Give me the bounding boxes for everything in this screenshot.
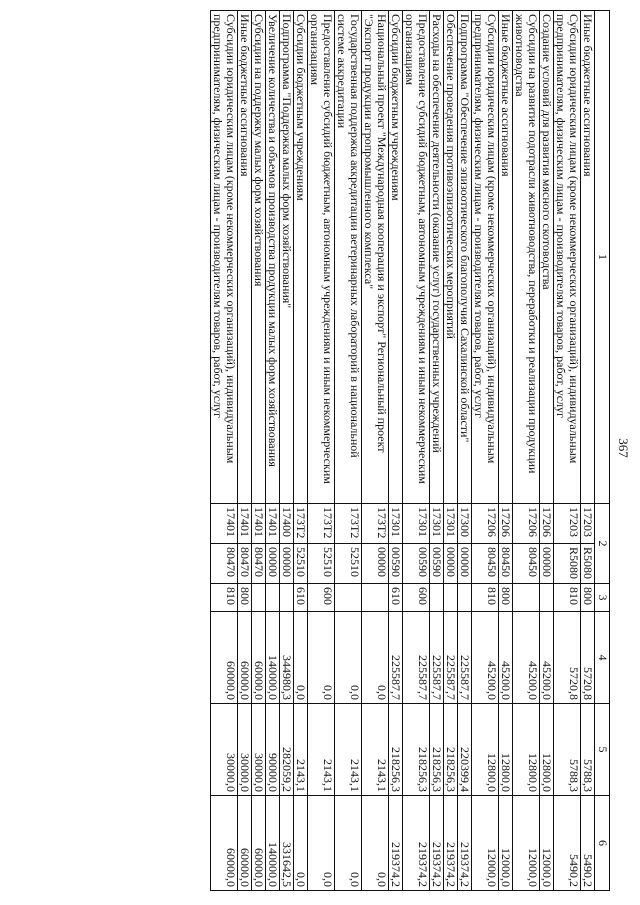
table-row [472,11,499,891]
header-row [595,11,610,891]
table-row [540,11,554,891]
row-direction-code-cell: 00000 [266,544,280,584]
row-expense-type-cell [266,584,280,612]
row-expense-type-cell [513,584,540,612]
row-csr-code-cell: 17203 [554,504,581,544]
row-direction-code-cell: 80470 [238,544,252,584]
row-csr-code-cell: 17206 [540,504,554,544]
row-direction-code-cell: 80450 [499,544,513,584]
row-expense-type-cell: 600 [308,584,335,612]
row-amount-col6-cell: 0,0 [308,796,335,891]
row-amount-col5-cell: 5788,3 [554,704,581,796]
row-direction-code-cell: 52510 [294,544,308,584]
row-expense-type-cell: 810 [472,584,499,612]
row-csr-code-cell: 173T2 [335,504,362,544]
row-amount-col5-cell: 12800,0 [540,704,554,796]
table-row [294,11,308,891]
row-amount-col4-cell: 225587,7 [444,612,458,704]
row-name-cell: Иные бюджетные ассигнования [499,11,513,504]
row-name-cell: Подпрограмма "Обеспечение эпизоотического благополучия Сахалинской области" [458,11,472,504]
row-amount-col4-cell: 0,0 [335,612,362,704]
row-amount-col4-cell: 45200,0 [513,612,540,704]
row-amount-col5-cell: 5788,3 [581,704,595,796]
row-amount-col6-cell: 219374,2 [444,796,458,891]
row-amount-col5-cell: 12800,0 [499,704,513,796]
row-name-cell: Создание условий для развития мясного скотоводства [540,11,554,504]
row-amount-col5-cell: 30000,0 [238,704,252,796]
table-row [335,11,362,891]
row-amount-col6-cell: 60000,0 [252,796,266,891]
row-expense-type-cell: 800 [581,584,595,612]
row-amount-col6-cell: 331642,5 [280,796,294,891]
row-expense-type-cell: 610 [294,584,308,612]
row-expense-type-cell: 800 [499,584,513,612]
row-name-cell: Иные бюджетные ассигнования [238,11,252,504]
row-amount-col5-cell: 2143,1 [362,704,389,796]
row-expense-type-cell: 810 [211,584,238,612]
row-amount-col4-cell: 45200,0 [499,612,513,704]
row-amount-col6-cell: 140000,0 [266,796,280,891]
rotated-page [10,10,610,890]
row-csr-code-cell: 17401 [252,504,266,544]
row-direction-code-cell: 00000 [362,544,389,584]
row-expense-type-cell [444,584,458,612]
row-amount-col6-cell: 5490,2 [554,796,581,891]
page-number: 367 [615,438,631,458]
row-direction-code-cell: 00000 [458,544,472,584]
table-row [362,11,389,891]
table-row [499,11,513,891]
table-row [513,11,540,891]
header-cell-1: 1 [595,11,610,504]
row-amount-col4-cell: 45200,0 [472,612,499,704]
row-name-cell: Увеличение количества и объемов производства продукции малых форм хозяйствования [266,11,280,504]
row-name-cell: Иные бюджетные ассигнования [581,11,595,504]
row-amount-col4-cell: 0,0 [308,612,335,704]
row-amount-col6-cell: 219374,2 [403,796,430,891]
row-amount-col4-cell: 5720,8 [554,612,581,704]
row-amount-col6-cell: 219374,2 [458,796,472,891]
row-csr-code-cell: 173T2 [362,504,389,544]
row-csr-code-cell: 17206 [499,504,513,544]
row-name-cell: Субсидии юридическим лицам (кроме некоммерческих организаций), индивидуальным предпринимателям, физическим лицам - производителям товаров, работ, услуг [554,11,581,504]
row-csr-code-cell: 173T2 [294,504,308,544]
budget-table [210,10,610,891]
row-amount-col6-cell: 0,0 [362,796,389,891]
row-name-cell: Предоставление субсидий бюджетным, автономным учреждениям и иным некоммерческим организациям [403,11,430,504]
table-row [430,11,444,891]
row-direction-code-cell: 00000 [444,544,458,584]
row-amount-col4-cell: 60000,0 [252,612,266,704]
row-amount-col6-cell: 12000,0 [499,796,513,891]
row-csr-code-cell: 17400 [280,504,294,544]
row-amount-col4-cell: 0,0 [362,612,389,704]
table-row [458,11,472,891]
row-expense-type-cell [280,584,294,612]
row-amount-col6-cell: 219374,2 [389,796,403,891]
row-direction-code-cell: 80450 [472,544,499,584]
row-name-cell: Предоставление субсидий бюджетным, автономным учреждениям и иным некоммерческим организациям [308,11,335,504]
row-expense-type-cell [252,584,266,612]
row-amount-col5-cell: 90000,0 [266,704,280,796]
row-name-cell: Расходы на обеспечение деятельности (оказание услуг) государственных учреждений [430,11,444,504]
row-csr-code-cell: 17206 [513,504,540,544]
row-amount-col4-cell: 344980,3 [280,612,294,704]
row-direction-code-cell: 00000 [280,544,294,584]
row-expense-type-cell [335,584,362,612]
row-csr-code-cell: 17301 [403,504,430,544]
table-row [554,11,581,891]
row-name-cell: Национальный проект "Международная кооперация и экспорт" Региональный проект "Экспорт продукции агропромышленного комплекса" [362,11,389,504]
row-amount-col5-cell: 2143,1 [294,704,308,796]
row-name-cell: Субсидии бюджетным учреждениям [389,11,403,504]
row-name-cell: Подпрограмма "Поддержка малых форм хозяйствования" [280,11,294,504]
row-amount-col6-cell: 0,0 [294,796,308,891]
row-name-cell: Государственная поддержка аккредитации ветеринарных лабораторий в национальной системе аккредитации [335,11,362,504]
row-csr-code-cell: 17206 [472,504,499,544]
row-expense-type-cell [430,584,444,612]
row-expense-type-cell [362,584,389,612]
row-amount-col5-cell: 2143,1 [335,704,362,796]
header-cell-2: 2 [595,504,610,584]
row-direction-code-cell: 80450 [513,544,540,584]
header-cell-3: 3 [595,584,610,612]
table-row [581,11,595,891]
table-row [266,11,280,891]
row-amount-col5-cell: 30000,0 [211,704,238,796]
table-row [403,11,430,891]
row-name-cell: Субсидии на развитие подотрасли животноводства, переработки и реализации продукции животноводства [513,11,540,504]
row-amount-col4-cell: 60000,0 [211,612,238,704]
row-csr-code-cell: 17300 [458,504,472,544]
row-csr-code-cell: 17203 [581,504,595,544]
table-row [444,11,458,891]
header-cell-5: 5 [595,704,610,796]
header-cell-4: 4 [595,612,610,704]
row-amount-col4-cell: 225587,7 [430,612,444,704]
row-csr-code-cell: 173T2 [308,504,335,544]
table-body [211,11,610,891]
row-amount-col4-cell: 0,0 [294,612,308,704]
row-amount-col5-cell: 218256,3 [389,704,403,796]
row-direction-code-cell: 80470 [252,544,266,584]
row-direction-code-cell: 00000 [540,544,554,584]
row-csr-code-cell: 17401 [266,504,280,544]
row-name-cell: Обеспечение проведения противоэпизоотических мероприятий [444,11,458,504]
row-expense-type-cell [458,584,472,612]
row-amount-col6-cell: 219374,2 [430,796,444,891]
row-amount-col5-cell: 218256,3 [403,704,430,796]
row-direction-code-cell: 52510 [308,544,335,584]
table-row [308,11,335,891]
row-amount-col5-cell: 282059,2 [280,704,294,796]
row-direction-code-cell: R5080 [554,544,581,584]
table-row [252,11,266,891]
table-row [389,11,403,891]
row-amount-col5-cell: 220399,4 [458,704,472,796]
row-amount-col4-cell: 5720,8 [581,612,595,704]
row-amount-col4-cell: 60000,0 [238,612,252,704]
row-expense-type-cell: 810 [554,584,581,612]
row-amount-col6-cell: 12000,0 [540,796,554,891]
row-csr-code-cell: 17401 [211,504,238,544]
row-amount-col6-cell: 12000,0 [513,796,540,891]
row-amount-col4-cell: 45200,0 [540,612,554,704]
row-expense-type-cell [540,584,554,612]
row-amount-col4-cell: 225587,7 [389,612,403,704]
row-expense-type-cell: 610 [389,584,403,612]
row-name-cell: Субсидии юридическим лицам (кроме некоммерческих организаций), индивидуальным предпринимателям, физическим лицам - производителям товаров, работ, услуг [211,11,238,504]
row-amount-col5-cell: 2143,1 [308,704,335,796]
row-name-cell: Субсидии на поддержку малых форм хозяйствования [252,11,266,504]
row-direction-code-cell: 80470 [211,544,238,584]
row-csr-code-cell: 17401 [238,504,252,544]
table-row [211,11,238,891]
row-name-cell: Субсидии юридическим лицам (кроме некоммерческих организаций), индивидуальным предпринимателям, физическим лицам - производителям товаров, работ, услуг [472,11,499,504]
row-amount-col6-cell: 60000,0 [238,796,252,891]
row-amount-col4-cell: 225587,7 [458,612,472,704]
row-amount-col5-cell: 12800,0 [472,704,499,796]
table-row [238,11,252,891]
row-csr-code-cell: 17301 [430,504,444,544]
header-cell-6: 6 [595,796,610,891]
row-expense-type-cell: 600 [403,584,430,612]
row-amount-col5-cell: 218256,3 [430,704,444,796]
row-direction-code-cell: 52510 [335,544,362,584]
row-amount-col6-cell: 0,0 [335,796,362,891]
row-expense-type-cell: 800 [238,584,252,612]
row-direction-code-cell: 00590 [389,544,403,584]
row-csr-code-cell: 17301 [389,504,403,544]
row-name-cell: Субсидии бюджетным учреждениям [294,11,308,504]
row-amount-col5-cell: 30000,0 [252,704,266,796]
row-amount-col4-cell: 225587,7 [403,612,430,704]
row-csr-code-cell: 17301 [444,504,458,544]
row-amount-col6-cell: 5490,2 [581,796,595,891]
row-amount-col6-cell: 12000,0 [472,796,499,891]
table-row [280,11,294,891]
row-amount-col4-cell: 140000,0 [266,612,280,704]
row-amount-col6-cell: 60000,0 [211,796,238,891]
row-direction-code-cell: R5080 [581,544,595,584]
row-amount-col5-cell: 218256,3 [444,704,458,796]
row-direction-code-cell: 00590 [430,544,444,584]
row-direction-code-cell: 00590 [403,544,430,584]
row-amount-col5-cell: 12800,0 [513,704,540,796]
